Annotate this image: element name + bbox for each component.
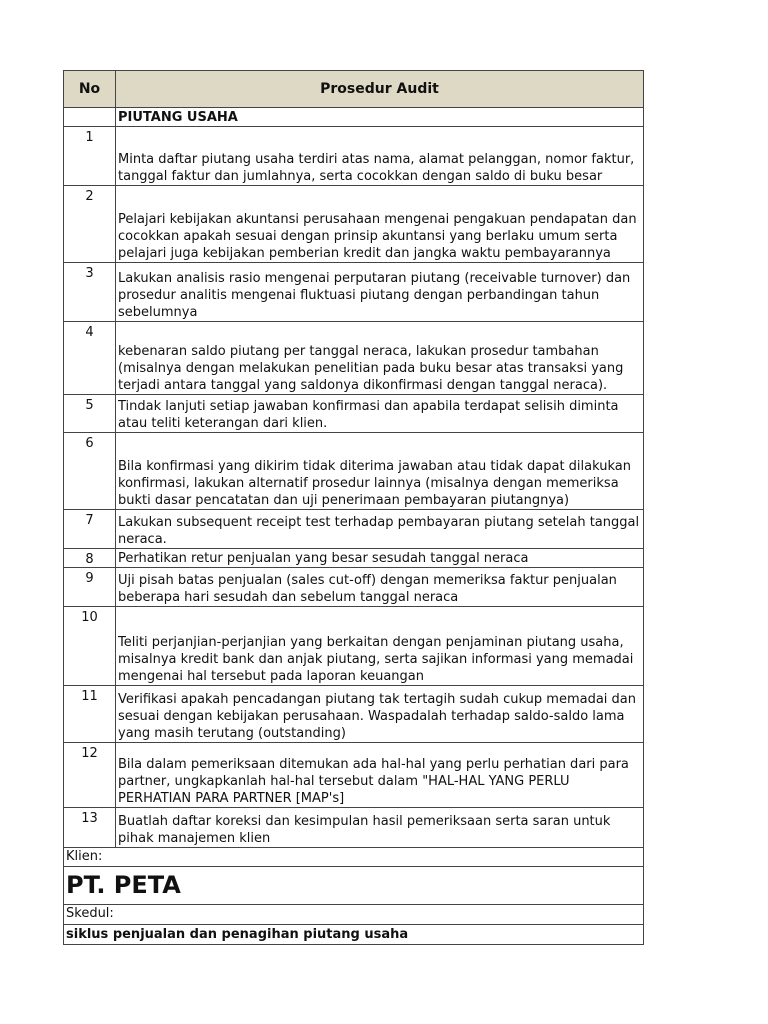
table-row: [64, 322, 643, 395]
row-procedure: Minta daftar piutang usaha terdiri atas nama, alamat pelanggan, nomor faktur, tanggal faktur dan jumlahnya, serta cocokkan dengan saldo di buku besar: [118, 152, 635, 184]
table-row: [64, 686, 643, 743]
table-row: [64, 607, 643, 686]
table-row: [64, 433, 643, 510]
row-procedure: Lakukan subsequent receipt test terhadap pembayaran piutang setelah tanggal neraca.: [118, 515, 640, 547]
empty-cell: [64, 108, 116, 126]
row-procedure: Buatlah daftar koreksi dan kesimpulan hasil pemeriksaan serta saran untuk pihak manajemen klien: [118, 814, 611, 846]
row-procedure: Verifikasi apakah pencadangan piutang tak tertagih sudah cukup memadai dan sesuai dengan kebijakan perusahaan. Waspadalah terhadap saldo-saldo lama yang masih terutang (outstanding): [118, 692, 636, 741]
row-number: 9: [64, 568, 116, 606]
skedul-value: siklus penjualan dan penagihan piutang usaha: [64, 925, 643, 945]
skedul-label: Skedul:: [64, 905, 643, 925]
table-header: [64, 70, 643, 108]
row-procedure: Tindak lanjuti setiap jawaban konfirmasi dan apabila terdapat selisih diminta atau teliti keterangan dari klien.: [118, 399, 619, 431]
row-number: 7: [64, 510, 116, 548]
row-number: 1: [64, 127, 116, 185]
klien-name: PT. PETA: [64, 867, 643, 905]
klien-label: Klien:: [64, 848, 643, 867]
row-number: 2: [64, 186, 116, 262]
row-procedure: Teliti perjanjian-perjanjian yang berkaitan dengan penjaminan piutang usaha, misalnya kredit bank dan anjak piutang, serta sajikan informasi yang memadai mengenai hal tersebut pada laporan keuangan: [118, 635, 634, 684]
audit-procedure-table: [63, 70, 644, 945]
row-number: 11: [64, 686, 116, 742]
header-no: No: [64, 71, 116, 107]
table-row: [64, 549, 643, 568]
row-procedure: Pelajari kebijakan akuntansi perusahaan mengenai pengakuan pendapatan dan cocokkan apakah sesuai dengan prinsip akuntansi yang berlaku umum serta pelajari juga kebijakan pemberian kredit dan jangka waktu pembayarannya: [118, 212, 637, 261]
row-number: 5: [64, 395, 116, 432]
row-procedure: Bila dalam pemeriksaan ditemukan ada hal-hal yang perlu perhatian dari para partner, ungkapkanlah hal-hal tersebut dalam "HAL-HAL YANG PERLU PERHATIAN PARA PARTNER [MAP's]: [118, 757, 629, 806]
section-title: PIUTANG USAHA: [118, 109, 238, 125]
row-procedure: Uji pisah batas penjualan (sales cut-off) dengan memeriksa faktur penjualan beberapa hari sesudah dan sebelum tanggal neraca: [118, 573, 617, 605]
row-number: 10: [64, 607, 116, 685]
table-row: [64, 743, 643, 808]
row-number: 13: [64, 808, 116, 847]
row-procedure: Bila konfirmasi yang dikirim tidak diterima jawaban atau tidak dapat dilakukan konfirmasi, lakukan alternatif prosedur lainnya (misalnya dengan memeriksa bukti dasar pencatatan dan uji penerimaan pembayaran piutangnya): [118, 459, 631, 508]
row-procedure: Perhatikan retur penjualan yang besar sesudah tanggal neraca: [118, 551, 529, 566]
table-row: [64, 263, 643, 322]
table-row: [64, 808, 643, 848]
row-number: 6: [64, 433, 116, 509]
table-row: [64, 568, 643, 607]
table-row: [64, 395, 643, 433]
row-number: 3: [64, 263, 116, 321]
table-row: [64, 510, 643, 549]
table-row: [64, 186, 643, 263]
row-procedure: Lakukan analisis rasio mengenai perputaran piutang (receivable turnover) dan prosedur analitis mengenai fluktuasi piutang dengan perbandingan tahun sebelumnya: [118, 271, 631, 320]
row-number: 8: [64, 549, 116, 567]
section-row: [64, 108, 643, 127]
table-row: [64, 127, 643, 186]
row-number: 12: [64, 743, 116, 807]
row-number: 4: [64, 322, 116, 394]
header-prosedur: Prosedur Audit: [320, 80, 439, 97]
row-procedure: kebenaran saldo piutang per tanggal neraca, lakukan prosedur tambahan (misalnya dengan melakukan penelitian pada buku besar atas transaksi yang terjadi antara tanggal yang saldonya dikonfirmasi dengan tanggal neraca).: [118, 344, 624, 393]
